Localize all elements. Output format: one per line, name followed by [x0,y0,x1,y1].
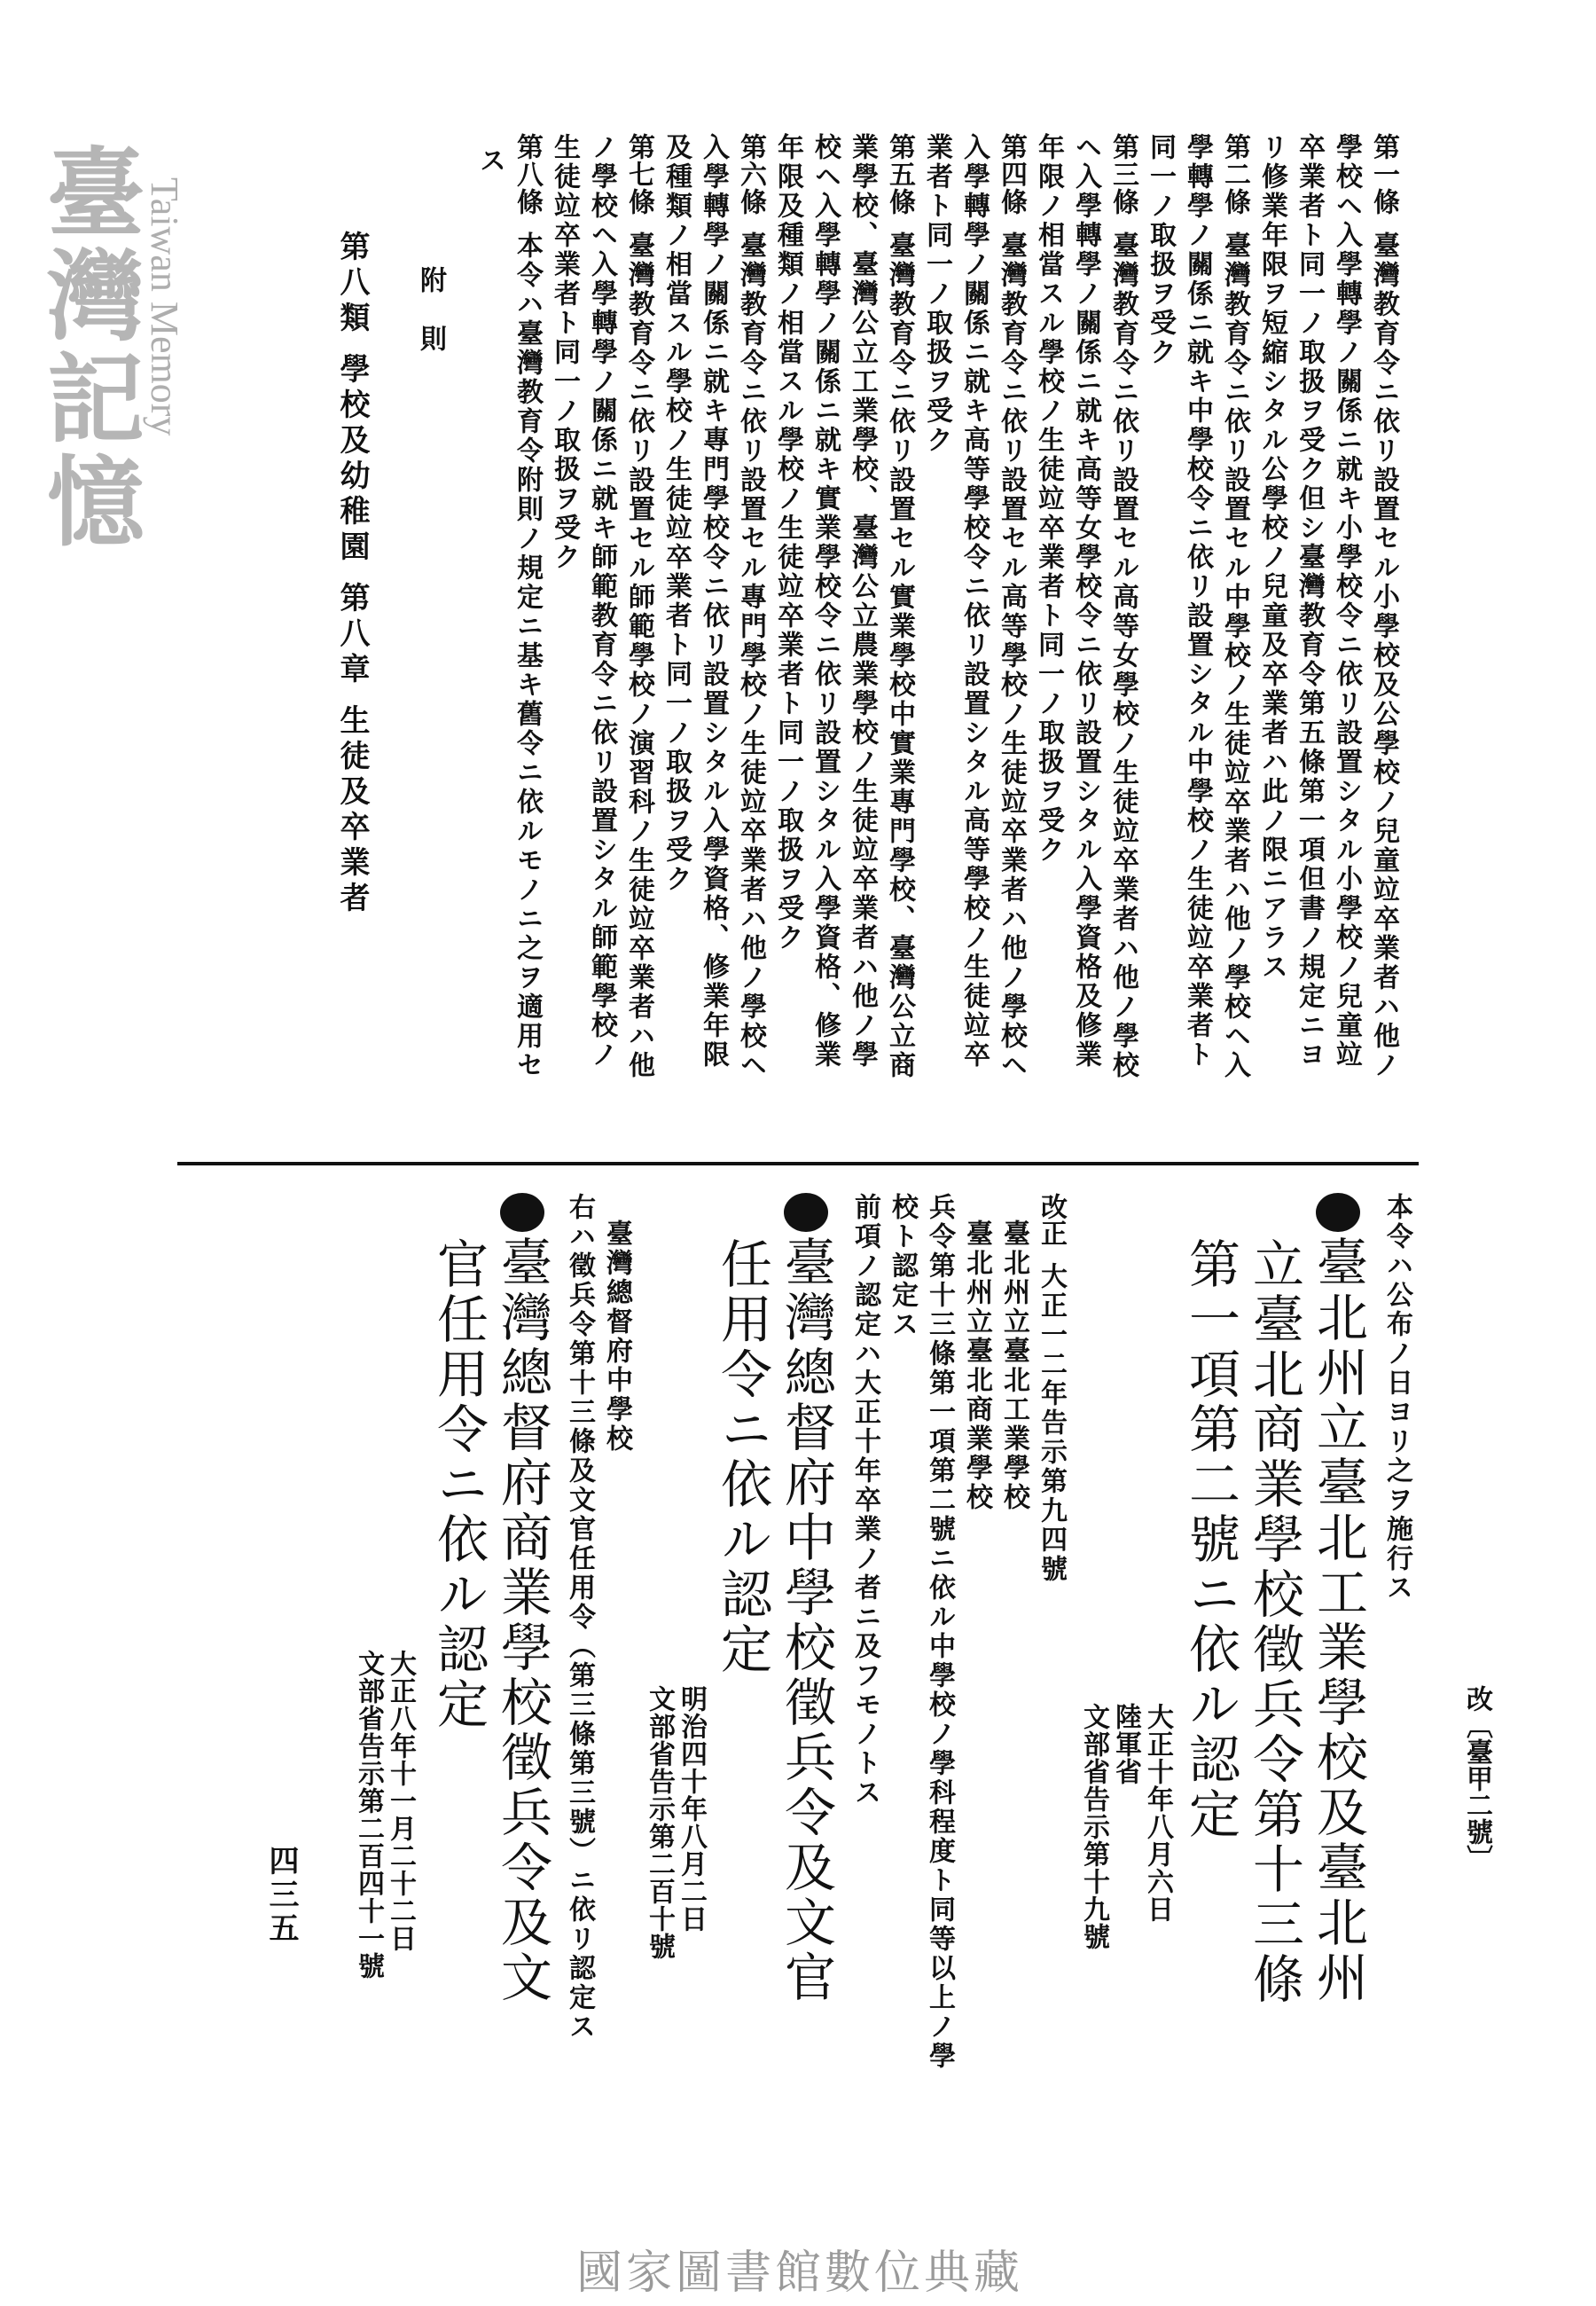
notice-3-heading-line-1: 臺灣總督府商業學校徵兵令及文 [497,1193,548,2005]
header-category: 學校及幼稚園 [334,353,370,566]
article-1-line-4: リ修業年限ヲ短縮シタル公學校ノ兒童及卒業者ハ此ノ限ニアラス [1256,133,1287,982]
supplementary-title: 附則 [415,266,446,383]
article-7-line-1: 第七條臺灣教育令ニ依リ設置セル師範學校ノ演習科ノ生徒竝卒業者ハ他 [623,133,654,1080]
article-1-line-2: 學校ヘ入學轉學ノ關係ニ就キ小學校令ニ依リ設置シタル小學校ノ兒童竝 [1331,133,1362,1070]
article-3-line-1: 第三條臺灣教育令ニ依リ設置セル高等女學校ノ生徒竝卒業者ハ他ノ學校 [1107,133,1138,1080]
notice-1-school-2: 臺北州立臺北商業學校 [961,1220,992,1512]
library-footer-watermark: 國家圖書館數位典藏 [576,2247,1024,2300]
article-7-line-3: 生徒竝卒業者ト同一ノ取扱ヲ受ク [549,133,580,572]
article-3-label: 第三條 [1107,133,1138,216]
notice-2-heading-line-2: 任用令ニ依ル認定 [712,1237,772,1677]
article-5-line-4: 年限及種類ノ相當スル學校ノ生徒竝卒業者ト同一ノ取扱ヲ受ク [772,133,803,953]
notice-bullet-icon [1316,1193,1360,1232]
notice-2-ministry-education: 文部省告示第二百十號 [644,1685,675,1960]
notice-1-school-1: 臺北州立臺北工業學校 [998,1220,1029,1512]
notice-2-body: 右ハ徵兵令第十三條及文官任用令（第三條第三號）ニ依リ認定ス [564,1193,595,2042]
notice-3-ministry-education: 文部省告示第二百四十一號 [353,1650,384,1980]
article-4-line-3: 業者ト同一ノ取扱ヲ受ク [921,133,952,455]
article-6-line-2: 入學轉學ノ關係ニ就キ專門學校令ニ依リ設置シタル入學資格、修業年限 [698,133,729,1070]
article-5-line-3: 校ヘ入學轉學ノ關係ニ就キ實業學校令ニ依リ設置シタル入學資格、修業 [810,133,841,1070]
notice-1-heading-line-1: 臺北州立臺北工業學校及臺北州 [1312,1193,1364,2005]
amendment-label: 改正 [1036,1193,1067,1246]
article-8-line-2: ス [474,146,505,176]
article-6-line-1: 第六條臺灣教育令ニ依リ設置セル專門學校ノ生徒竝卒業者ハ他ノ學校ヘ [735,133,766,1080]
article-1-label: 第一條 [1368,133,1399,216]
article-5-label: 第五條 [884,133,915,216]
notice-2-heading-line-1: 臺灣總督府中學校徵兵令及文官 [780,1193,832,2005]
article-2-line-3: 同一ノ取扱ヲ受ク [1145,133,1176,367]
notice-1-heading-line-3: 第一項第二號ニ依ル認定 [1180,1237,1240,1842]
notice-1-ministry-army: 陸軍省 [1110,1703,1141,1785]
article-3-line-2: ヘ入學轉學ノ關係ニ就キ高等女學校令ニ依リ設置シタル入學資格及修業 [1070,133,1101,1070]
article-2-label: 第二條 [1219,133,1250,216]
article-3-line-3: 年限ノ相當スル學校ノ生徒竝卒業者ト同一ノ取扱ヲ受ク [1033,133,1064,865]
running-header [334,231,370,917]
notice-bullet-icon [784,1193,828,1232]
notice-2-date: 明治四十年八月二日 [676,1685,707,1933]
notice-3-heading-line-2: 官任用令ニ依ル認定 [428,1237,489,1732]
article-4-label: 第四條 [996,133,1027,216]
article-1-line-1: 第一條臺灣教育令ニ依リ設置セル小學校及公學校ノ兒童竝卒業者ハ他ノ [1368,133,1399,1080]
notice-1-body-2: 校ト認定ス [887,1193,918,1339]
notice-1-body-3: 前項ノ認定ハ大正十年卒業ノ者ニ及フモノトス [849,1193,880,1808]
notice-1-body-1: 兵令第十三條第一項第二號ニ依ル中學校ノ學科程度ト同等以上ノ學 [924,1193,955,2071]
taiwan-memory-logo-english: Taiwan Memory [143,177,186,436]
article-8-label: 第八條 [512,133,543,216]
article-4-line-1: 第四條臺灣教育令ニ依リ設置セル高等學校ノ生徒竝卒業者ハ他ノ學校ヘ [996,133,1027,1080]
page-number: 四三五 [263,1845,299,1946]
article-6-label: 第六條 [735,133,766,216]
article-2-line-1: 第二條臺灣教育令ニ依リ設置セル中學校ノ生徒竝卒業者ハ他ノ學校ヘ入 [1219,133,1250,1080]
header-chapter-title: 生徒及卒業者 [334,704,370,917]
article-7-label: 第七條 [623,133,654,216]
notice-2-school: 臺灣總督府中學校 [601,1220,632,1454]
article-4-line-2: 入學轉學ノ關係ニ就キ高等學校令ニ依リ設置シタル高等學校ノ生徒竝卒 [958,133,990,1070]
notice-1-amendment: 改正大正一二年告示第九四號 [1036,1193,1067,1584]
article-5-line-1: 第五條臺灣教育令ニ依リ設置セル實業學校中實業專門學校、臺灣公立商 [884,133,915,1080]
article-6-line-3: 及種類ノ相當スル學校ノ生徒竝卒業者ト同一ノ取扱ヲ受ク [661,133,692,894]
notice-1-ministry-education: 文部省告示第十九號 [1078,1703,1109,1950]
article-5-line-2: 業學校、臺灣公立工業學校、臺灣公立農業學校ノ生徒竝卒業者ハ他ノ學 [847,133,878,1070]
article-1-line-3: 卒業者ト同一ノ取扱ヲ受ク但シ臺灣教育令第五條第一項但書ノ規定ニヨ [1294,133,1325,1070]
taiwan-memory-logo: 臺灣記憶 [31,142,145,553]
article-7-line-2: ノ學校ヘ入學轉學ノ關係ニ就キ師範教育令ニ依リ設置シタル師範學校ノ [586,133,617,1070]
section-divider [177,1162,1419,1165]
notice-bullet-icon [500,1193,544,1232]
notice-1-date: 大正十年八月六日 [1142,1703,1173,1923]
amendment-tag: 改〔臺甲二號〕 [1461,1685,1492,1871]
supplementary-text: 本令ハ公布ノ日ヨリ之ヲ施行ス [1381,1193,1412,1603]
notice-1-heading-line-2: 立臺北商業學校徵兵令第十三條 [1244,1237,1304,2007]
article-8-line-1: 第八條本令ハ臺灣教育令附則ノ規定ニ基キ舊令ニ依ルモノニ之ヲ適用セ [512,133,543,1080]
article-2-line-2: 學轉學ノ關係ニ就キ中學校令ニ依リ設置シタル中學校ノ生徒竝卒業者ト [1182,133,1213,1070]
notice-3-date: 大正八年十一月二十二日 [385,1650,416,1952]
header-classification: 第八類 [334,231,370,337]
header-chapter: 第八章 [334,582,370,688]
